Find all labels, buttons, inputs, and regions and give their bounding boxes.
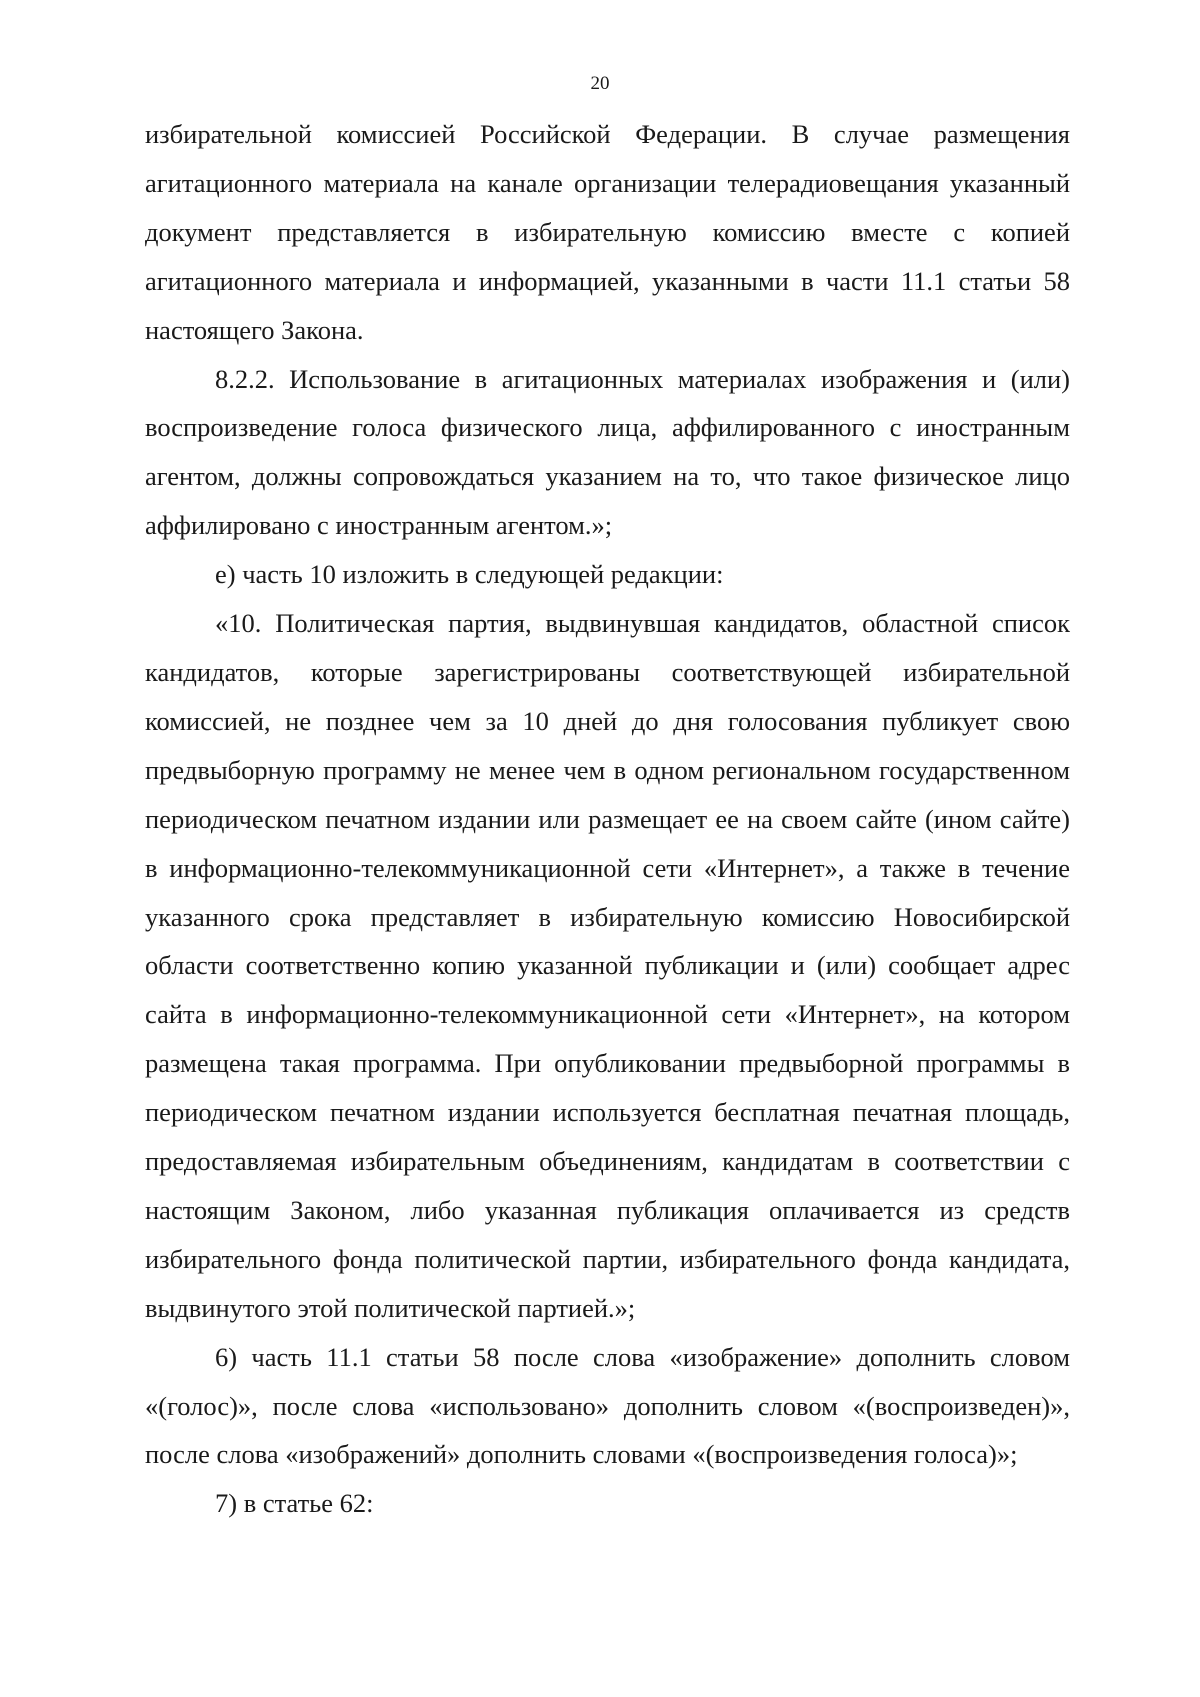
paragraph-continuation: избирательной комиссией Российской Федерации. В случае размещения агитационного материала на канале организации телерадиовещания указанный документ представляется в избирательную комиссию вместе с копией агитационного материала и информацией, указанными в части 11.1 статьи 58 настоящего Закона. bbox=[145, 119, 1070, 345]
paragraph-item-e: е) часть 10 изложить в следующей редакции: bbox=[215, 559, 724, 590]
document-body bbox=[145, 110, 1070, 1528]
paragraph-item-6: 6) часть 11.1 статьи 58 после слова «изображение» дополнить словом «(голос)», после слова «использовано» дополнить словом «(воспроизведен)», после слова «изображений» дополнить словами «(воспроизведения голоса)»; bbox=[145, 1341, 1070, 1470]
paragraph-part-10: «10. Политическая партия, выдвинувшая кандидатов, областной список кандидатов, которые зарегистрированы соответствующей избирательной комиссией, не позднее чем за 10 дней до дня голосования публикует свою предвыборную программу не менее чем в одном региональном государственном периодическом печатном издании или размещает ее на своем сайте (ином сайте) в информационно-телекоммуникационной сети «Интернет», а также в течение указанного срока представляет в избирательную комиссию Новосибирской области соответственно копию указанной публикации и (или) сообщает адрес сайта в информационно-телекоммуникационной сети «Интернет», на котором размещена такая программа. При опубликовании предвыборной программы в периодическом печатном издании используется бесплатная печатная площадь, предоставляемая избирательным объединениям, кандидатам в соответствии с настоящим Законом, либо указанная публикация оплачивается из средств избирательного фонда политической партии, избирательного фонда кандидата, выдвинутого этой политической партией.»; bbox=[145, 608, 1070, 1323]
paragraph-8-2-2: 8.2.2. Использование в агитационных материалах изображения и (или) воспроизведение голоса физического лица, аффилированного с иностранным агентом, должны сопровождаться указанием на то, что такое физическое лицо аффилировано с иностранным агентом.»; bbox=[145, 363, 1070, 541]
page-number: 20 bbox=[590, 73, 610, 94]
paragraph-item-7: 7) в статье 62: bbox=[215, 1488, 374, 1519]
